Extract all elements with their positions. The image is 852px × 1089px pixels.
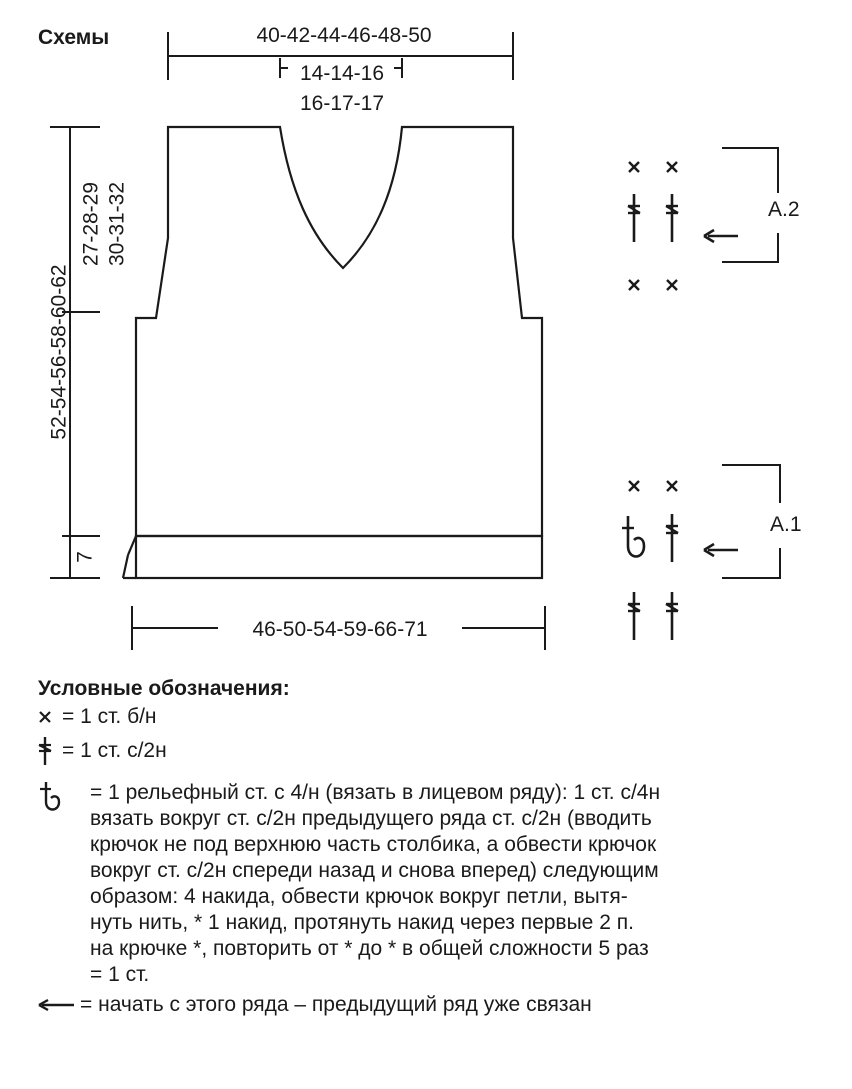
neck-width-label-1: 14-14-16 (299, 62, 385, 85)
double-crochet-icon (628, 592, 640, 640)
cross-icon (667, 481, 677, 491)
cross-icon (38, 704, 62, 730)
armhole-depth-label-2: 30-31-32 (105, 181, 129, 267)
armhole-depth-label-1: 27-28-29 (79, 181, 103, 267)
border-height-label: 7 (73, 551, 97, 563)
legend (38, 676, 838, 1018)
total-length-label: 52-54-56-58-60-62 (47, 264, 71, 440)
chart-a2-label: A.2 (768, 198, 800, 221)
vest-outline (123, 127, 542, 578)
legend-text-relief: = 1 рельефный ст. с 4/н (вязать в лицевом ряду): 1 ст. с/4н вязать вокруг ст. с/2н предыдущего ряда ст. с/2н (вводить крючок не под верхнюю часть столбика, а обвести крючок вокруг ст. с/2н спереди назад и снова вперед) следующим образом: 4 накида, обвести крючок вокруг петли, вытя- нуть нить, * 1 накид, протянуть накид через первые 2 п. на крючке *, повторить от * до * в общей сложности 5 раз = 1 ст. (90, 781, 661, 986)
double-crochet-icon (38, 736, 62, 766)
bottom-width-label: 46-50-54-59-66-71 (252, 618, 428, 641)
double-crochet-icon (666, 514, 678, 562)
double-crochet-icon (666, 194, 678, 242)
double-crochet-icon (666, 592, 678, 640)
cross-icon (667, 280, 677, 290)
diagram-title: Схемы (38, 26, 110, 49)
legend-item-relief (38, 780, 838, 988)
legend-item-cross (38, 704, 838, 730)
cross-icon (629, 162, 639, 172)
cross-icon (629, 280, 639, 290)
arrow-left-icon (704, 230, 738, 242)
arrow-left-icon (704, 544, 738, 556)
chart-a2 (628, 148, 800, 290)
legend-text-cross: = 1 ст. б/н (62, 705, 157, 728)
relief-stitch-icon (622, 516, 644, 557)
legend-title: Условные обозначения: (38, 677, 290, 700)
arrow-left-icon (38, 992, 80, 1018)
legend-item-arrow (38, 992, 838, 1018)
neck-width-label-2: 16-17-17 (299, 92, 385, 115)
relief-stitch-icon (38, 780, 94, 814)
cross-icon (667, 162, 677, 172)
chart-a1 (622, 465, 802, 640)
shoulder-width-label: 40-42-44-46-48-50 (256, 24, 432, 47)
neck-width-dimension (280, 58, 402, 115)
legend-text-double-crochet: = 1 ст. с/2н (62, 739, 167, 762)
double-crochet-icon (628, 194, 640, 242)
legend-text-arrow: = начать с этого ряда – предыдущий ряд уже связан (80, 993, 592, 1016)
cross-icon (629, 481, 639, 491)
chart-a1-label: A.1 (770, 513, 802, 536)
legend-item-double-crochet (38, 736, 838, 766)
